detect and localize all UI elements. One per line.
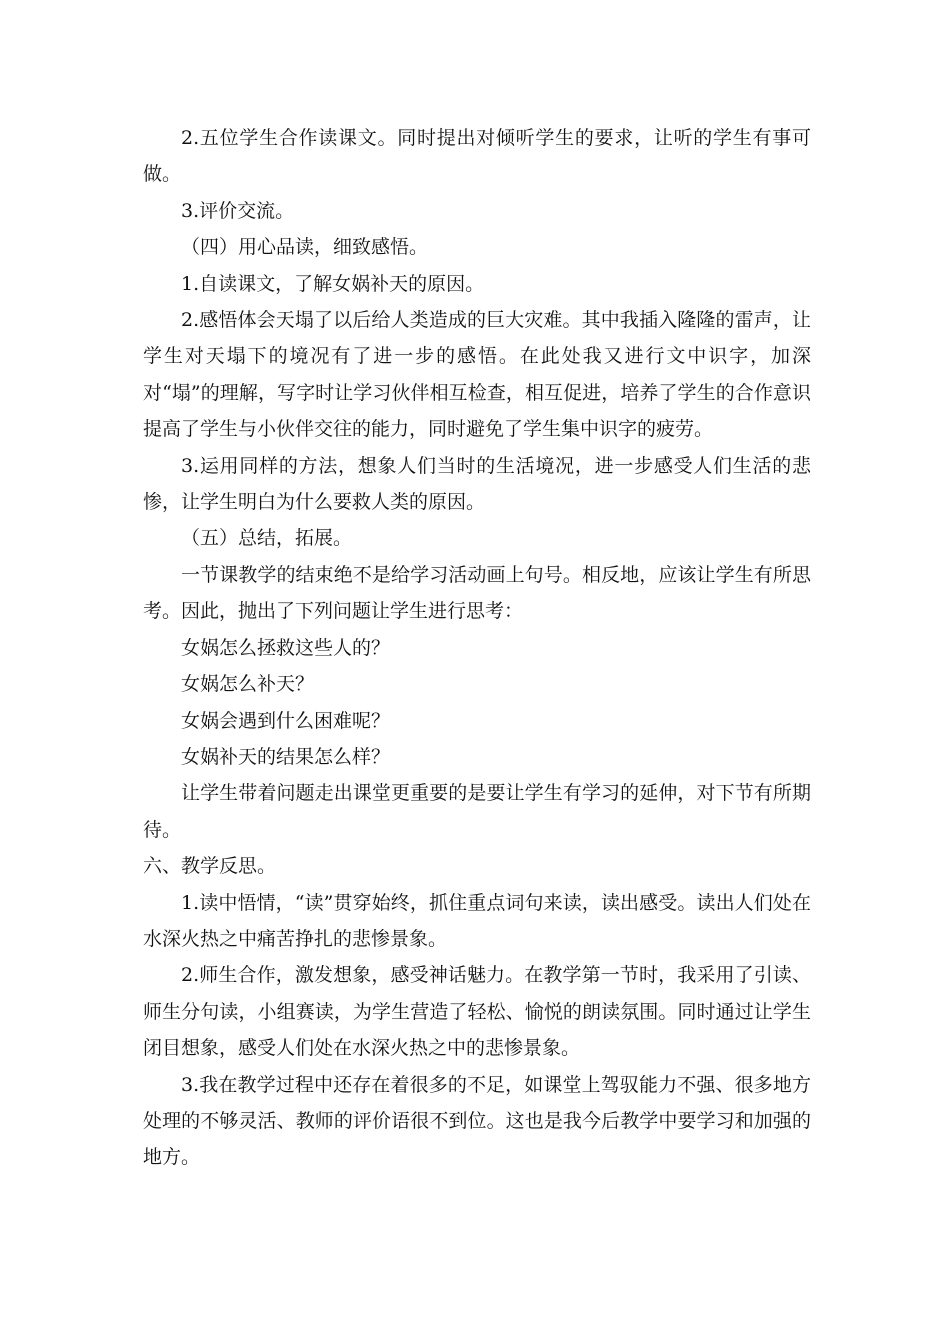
question-item: 女娲怎么拯救这些人的？: [181, 636, 391, 659]
paragraph-reflection-cooperation: 2.师生合作，激发想象，感受神话魅力。在教学第一节时，我采用了引读、师生分句读，小组赛读，为学生营造了轻松、愉悦的朗读氛围。同时通过让学生闭目想象，感受人们处在水深火热之中的悲惨景象。: [143, 964, 811, 1060]
question-item: 女娲怎么补天？: [181, 673, 315, 696]
paragraph-disaster-understanding: 2.感悟体会天塌了以后给人类造成的巨大灾难。其中我插入隆隆的雷声，让学生对天塌下的境况有了进一步的感悟。在此处我又进行文中识字，加深对“塌”的理解，写字时让学习伙伴相互检查，相互促进，培养了学生的合作意识提高了学生与小伙伴交往的能力，同时避免了学生集中识字的疲劳。: [143, 309, 811, 441]
paragraph-reflection-shortcomings: 3.我在教学过程中还存在着很多的不足，如课堂上驾驭能力不强、很多地方处理的不够灵活、教师的评价语很不到位。这也是我今后教学中要学习和加强的地方。: [143, 1073, 811, 1169]
paragraph-imagine-life: 3.运用同样的方法，想象人们当时的生活境况，进一步感受人们生活的悲惨，让学生明白为什么要救人类的原因。: [143, 454, 811, 514]
paragraph-evaluation: 3.评价交流。: [181, 199, 295, 222]
paragraph-lesson-conclusion: 一节课教学的结束绝不是给学习活动画上句号。相反地，应该让学生有所思考。因此，抛出了下列问题让学生进行思考：: [143, 563, 811, 623]
section-heading-four: （四）用心品读，细致感悟。: [181, 236, 429, 259]
paragraph-reflection-reading: 1.读中悟情，“读”贯穿始终，抓住重点词句来读，读出感受。读出人们处在水深火热之中痛苦挣扎的悲惨景象。: [143, 891, 811, 950]
paragraph-self-reading: 1.自读课文，了解女娲补天的原因。: [181, 272, 485, 295]
paragraph-group-reading: 2.五位学生合作读课文。同时提出对倾听学生的要求，让听的学生有事可做。: [143, 127, 811, 186]
document-body: [143, 120, 811, 1176]
question-item: 女娲会遇到什么困难呢？: [181, 709, 391, 732]
section-heading-reflection: 六、教学反思。: [143, 855, 277, 878]
section-heading-five: （五）总结，拓展。: [181, 527, 353, 550]
paragraph-extension: 让学生带着问题走出课堂更重要的是要让学生有学习的延伸，对下节有所期待。: [143, 782, 811, 841]
question-item: 女娲补天的结果怎么样？: [181, 745, 391, 768]
